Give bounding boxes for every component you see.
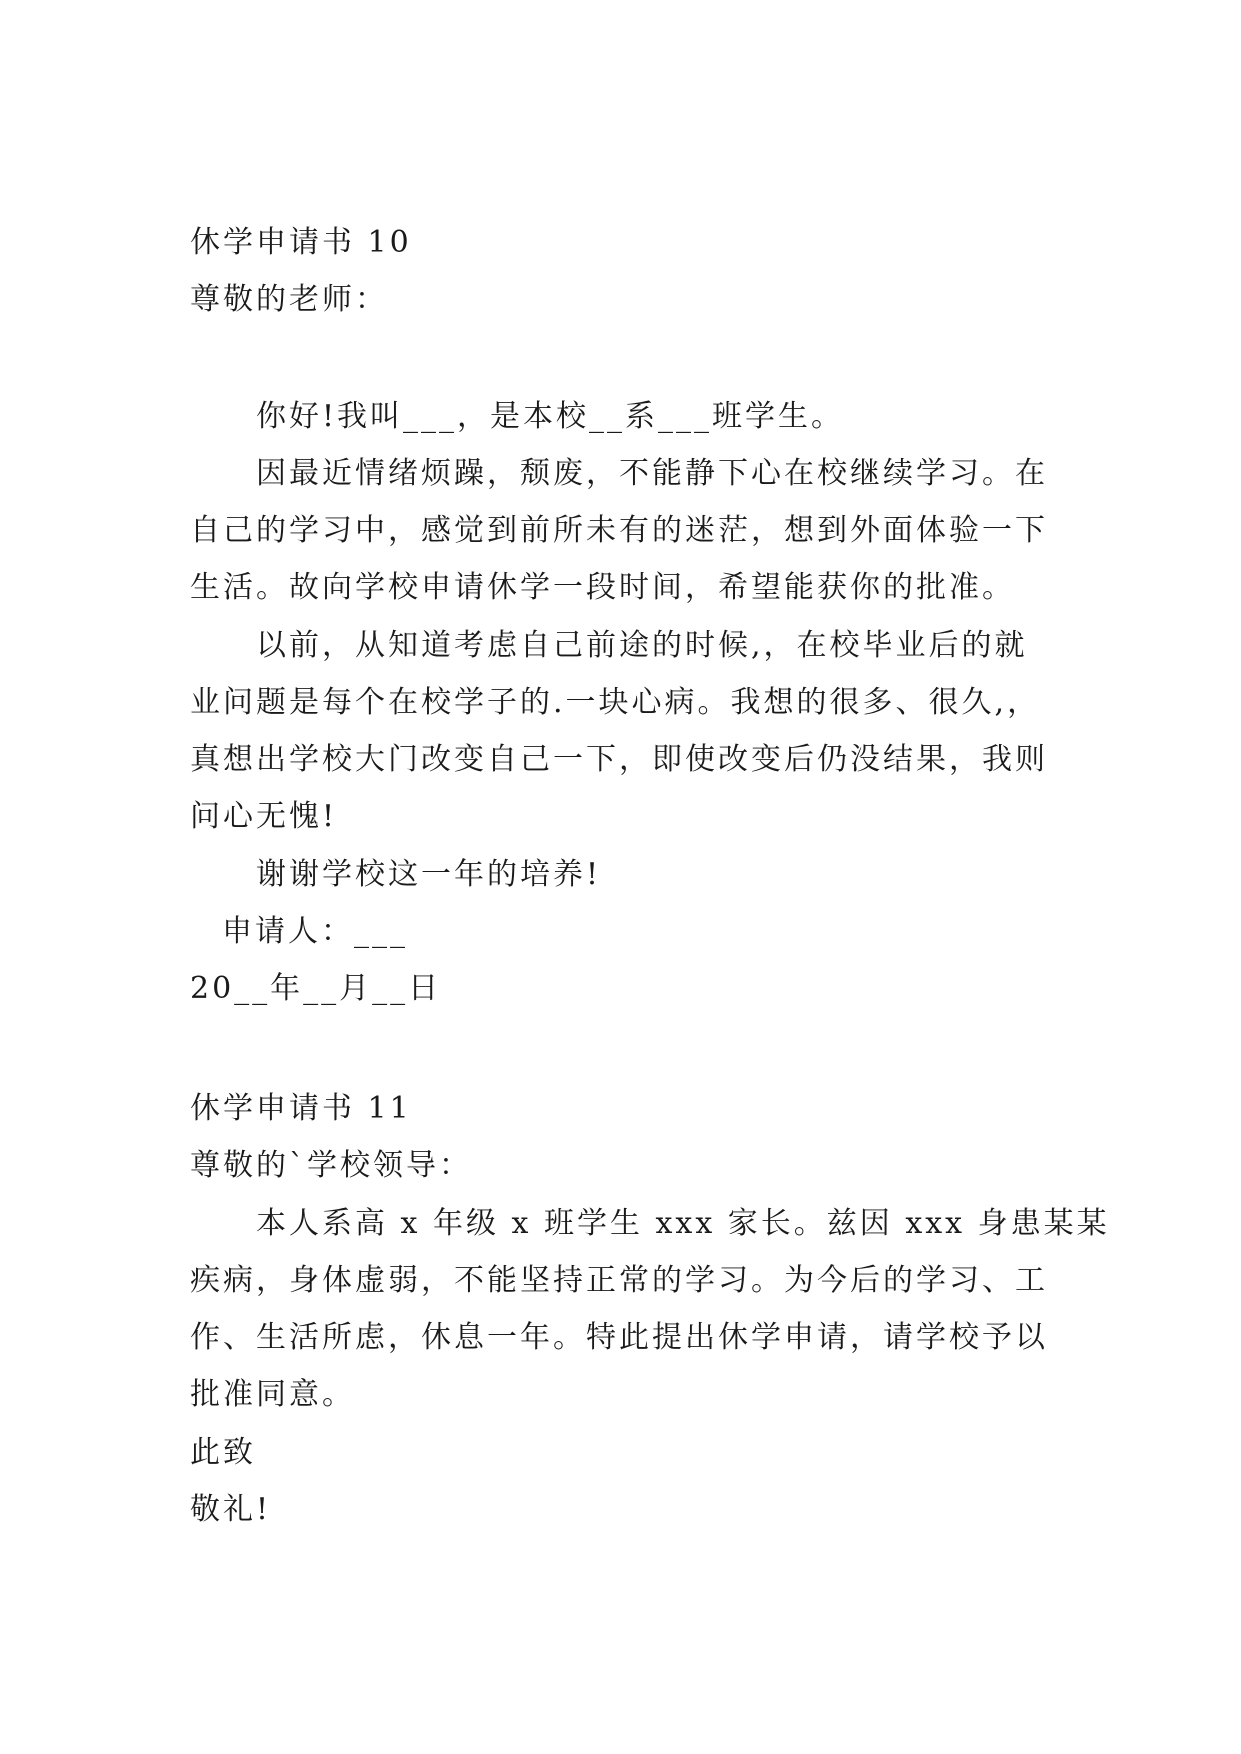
letter11-salutation: 尊敬的`学校领导： — [190, 1148, 472, 1183]
letter11-closing-1: 此致 — [190, 1435, 256, 1470]
letter11-paragraph-1-line-4: 批准同意。 — [190, 1377, 355, 1412]
letter10-title: 休学申请书 10 — [190, 225, 412, 260]
letter10-salutation: 尊敬的老师： — [190, 282, 388, 317]
letter10-paragraph-3-line-3: 真想出学校大门改变自己一下，即使改变后仍没结果，我则 — [190, 742, 1048, 777]
letter11-paragraph-1-line-2: 疾病，身体虚弱，不能坚持正常的学习。为今后的学习、工 — [190, 1263, 1048, 1298]
letter10-paragraph-3-line-4: 问心无愧! — [190, 799, 338, 834]
letter11-paragraph-1-line-3: 作、生活所虑，休息一年。特此提出休学申请，请学校予以 — [190, 1320, 1048, 1355]
letter10-applicant: 申请人：___ — [222, 914, 408, 949]
letter10-paragraph-2-line-2: 自己的学习中，感觉到前所未有的迷茫，想到外面体验一下 — [190, 513, 1048, 548]
letter10-thanks: 谢谢学校这一年的培养! — [256, 857, 602, 892]
letter11-title: 休学申请书 11 — [190, 1091, 412, 1126]
letter10-paragraph-3-line-1: 以前，从知道考虑自己前途的时候,，在校毕业后的就 — [256, 628, 1028, 663]
letter11-paragraph-1-line-1: 本人系高 x 年级 x 班学生 xxx 家长。兹因 xxx 身患某某 — [256, 1206, 1110, 1241]
letter10-paragraph-2-line-1: 因最近情绪烦躁，颓废，不能静下心在校继续学习。在 — [256, 456, 1048, 491]
letter10-paragraph-2-line-3: 生活。故向学校申请休学一段时间，希望能获你的批准。 — [190, 570, 1015, 605]
letter10-date: 20__年__月__日 — [190, 971, 442, 1006]
letter10-paragraph-3-line-2: 业问题是每个在校学子的.一块心病。我想的很多、很久,， — [190, 685, 1041, 720]
letter10-paragraph-1: 你好!我叫___，是本校__系___班学生。 — [256, 399, 845, 434]
letter11-closing-2: 敬礼! — [190, 1492, 272, 1527]
